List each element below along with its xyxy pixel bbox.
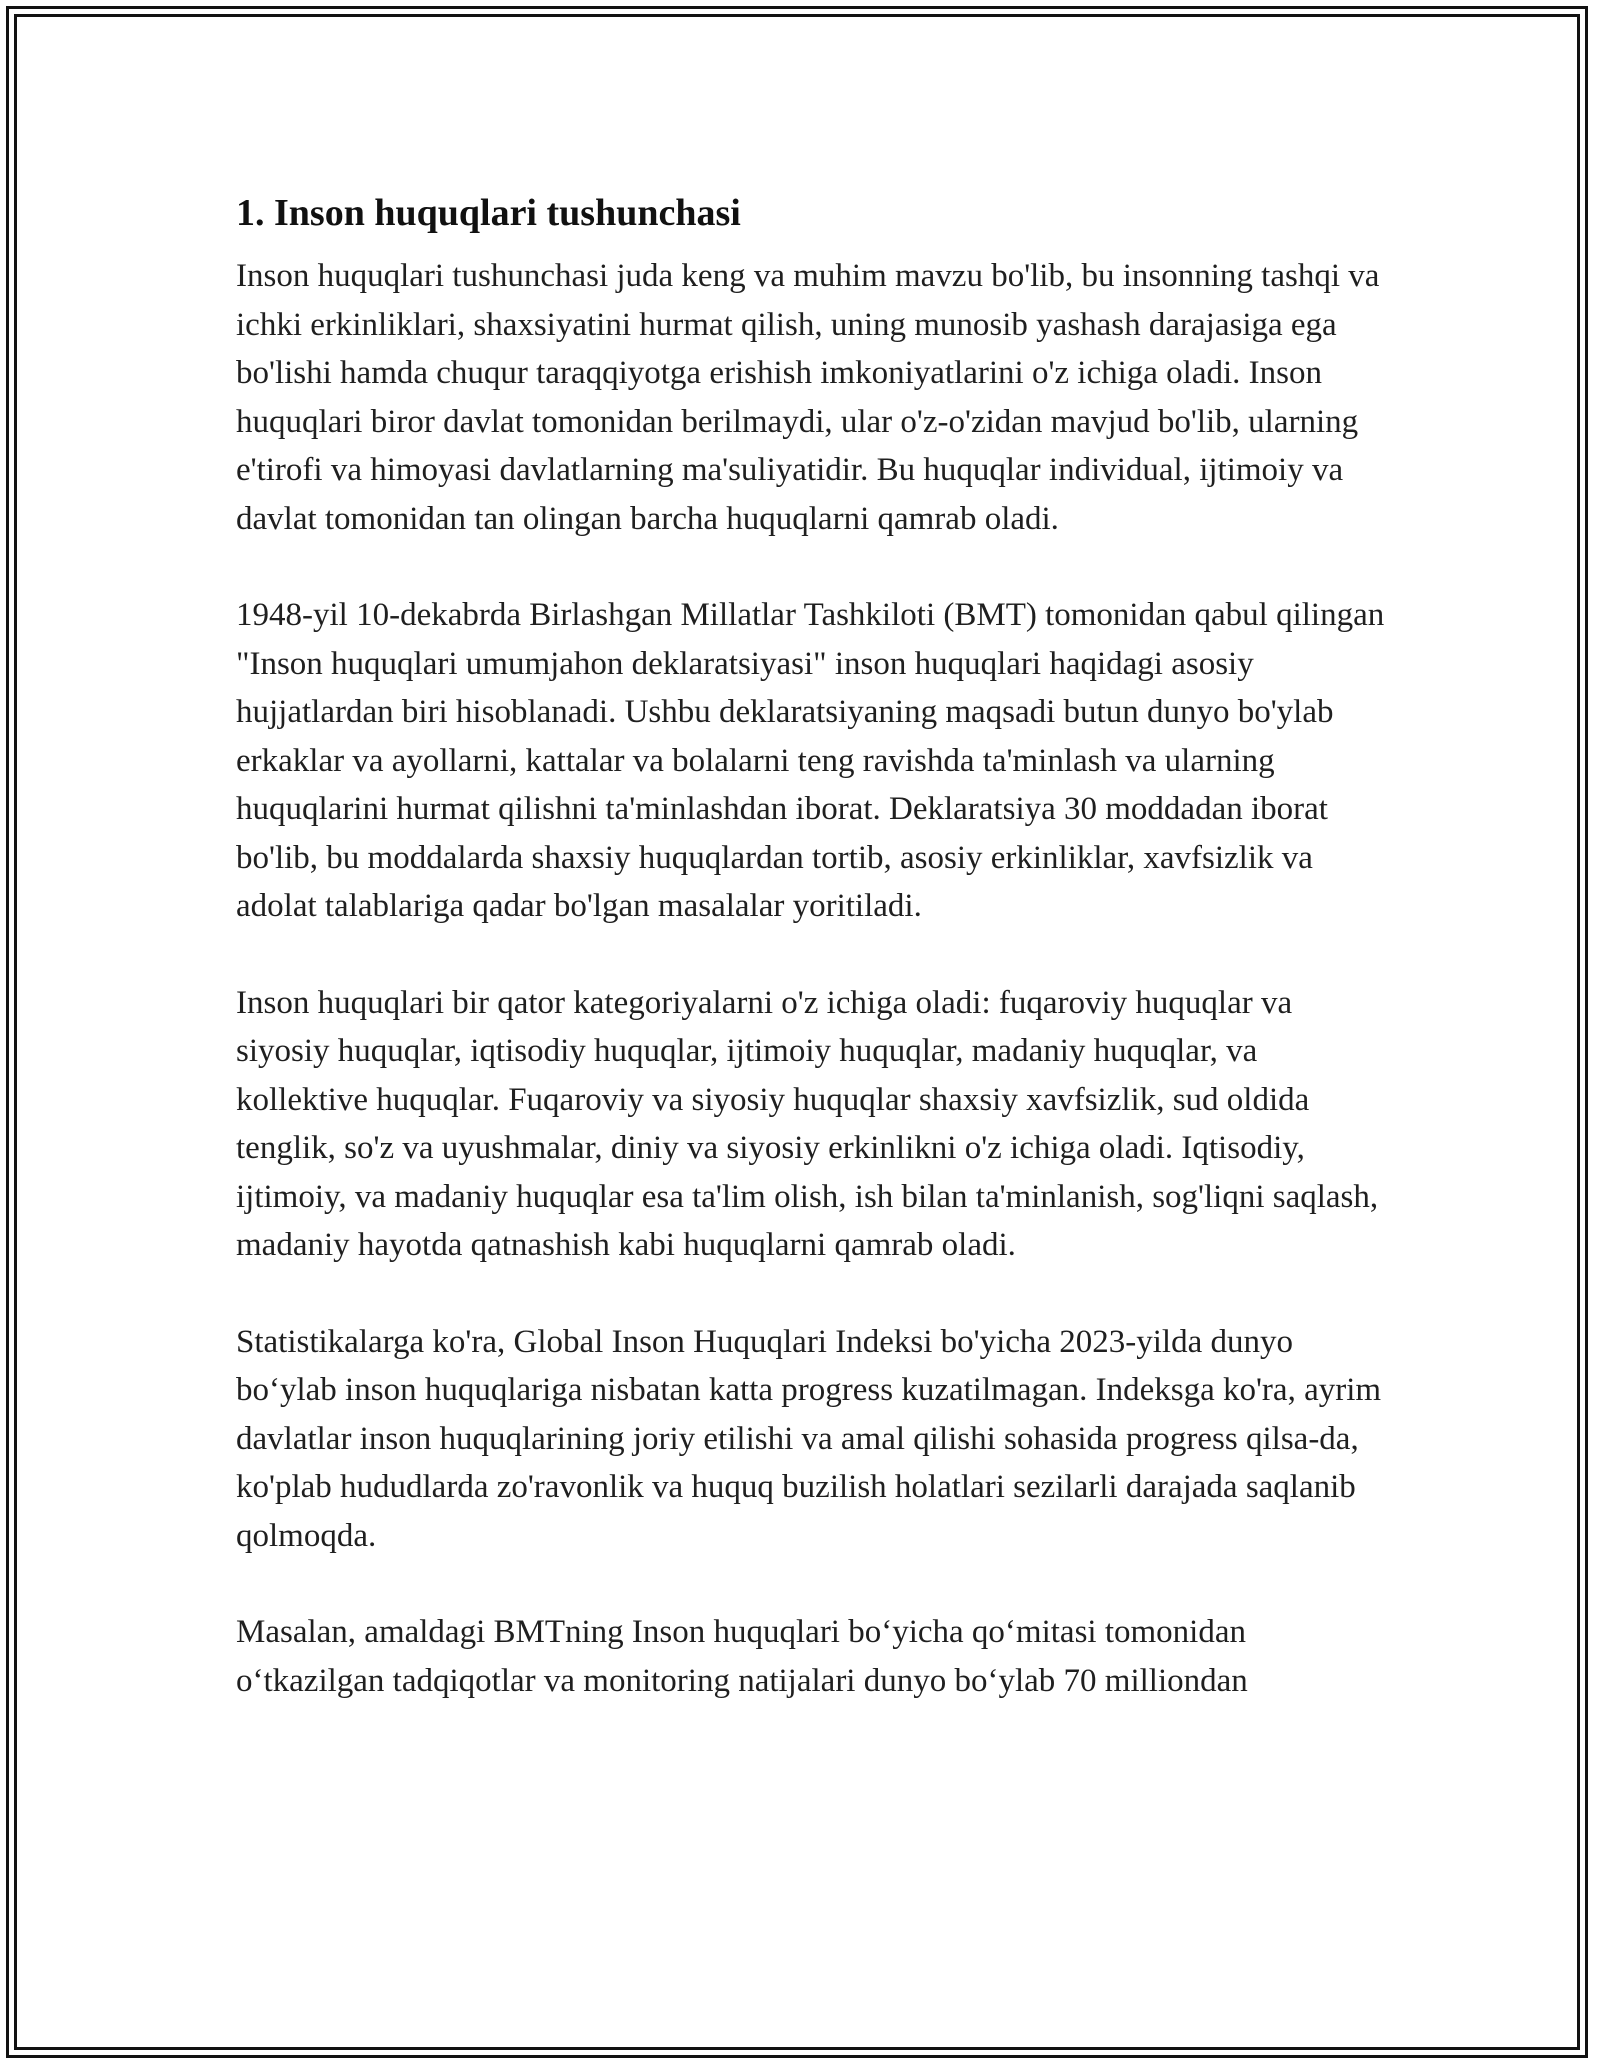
paragraph-2: 1948-yil 10-dekabrda Birlashgan Millatlar Tashkiloti (BMT) tomonidan qabul qilingan "Inson huquqlari umumjahon deklaratsiyasi" inson huquqlari haqidagi asosiy hujjatlardan biri hisoblanadi. Ushbu deklaratsiyaning maqsadi butun dunyo bo'ylab erkaklar va ayollarni, kattalar va bolalarni teng ravishda ta'minlash va ularning huquqlarini hurmat qilishni ta'minlashdan iborat. Deklaratsiya 30 moddadan iborat bo'lib, bu moddalarda shaxsiy huquqlardan tortib, asosiy erkinliklar, xavfsizlik va adolat talablariga qadar bo'lgan masalalar yoritiladi. [236, 597, 1385, 924]
paragraph-4: Statistikalarga ko'ra, Global Inson Huquqlari Indeksi bo'yicha 2023-yilda dunyo bo‘ylab inson huquqlariga nisbatan katta progress kuzatilmagan. Indeksga ko'ra, ayrim davlatlar inson huquqlarining joriy etilishi va amal qilishi sohasida progress qilsa-da, ko'plab hududlarda zo'ravonlik va huquq buzilish holatlari sezilarli darajada saqlanib qolmoqda. [236, 1323, 1382, 1554]
section-title: 1. Inson huquqlari tushunchasi [236, 192, 741, 234]
document-page [236, 186, 1386, 1753]
paragraph-5: Masalan, amaldagi BMTning Inson huquqlari bo‘yicha qo‘mitasi tomonidan o‘tkazilgan tadqiqotlar va monitoring natijalari dunyo bo‘ylab 70 milliondan [236, 1614, 1248, 1699]
paragraph-3: Inson huquqlari bir qator kategoriyalarni o'z ichiga oladi: fuqaroviy huquqlar va siyosiy huquqlar, iqtisodiy huquqlar, ijtimoiy huquqlar, madaniy huquqlar, va kollektive huquqlar. Fuqaroviy va siyosiy huquqlar shaxsiy xavfsizlik, sud oldida tenglik, so'z va uyushmalar, diniy va siyosiy erkinlikni o'z ichiga oladi. Iqtisodiy, ijtimoiy, va madaniy huquqlar esa ta'lim olish, ish bilan ta'minlanish, sog'liqni saqlash, madaniy hayotda qatnashish kabi huquqlarni qamrab oladi. [236, 984, 1379, 1263]
paragraph-1: Inson huquqlari tushunchasi juda keng va muhim mavzu bo'lib, bu insonning tashqi va ichki erkinliklari, shaxsiyatini hurmat qilish, uning munosib yashash darajasiga ega bo'lishi hamda chuqur taraqqiyotga erishish imkoniyatlarini o'z ichiga oladi. Inson huquqlari biror davlat tomonidan berilmaydi, ular o'z-o'zidan mavjud bo'lib, ularning e'tirofi va himoyasi davlatlarning ma'suliyatidir. Bu huquqlar individual, ijtimoiy va davlat tomonidan tan olingan barcha huquqlarni qamrab oladi. [236, 258, 1380, 537]
